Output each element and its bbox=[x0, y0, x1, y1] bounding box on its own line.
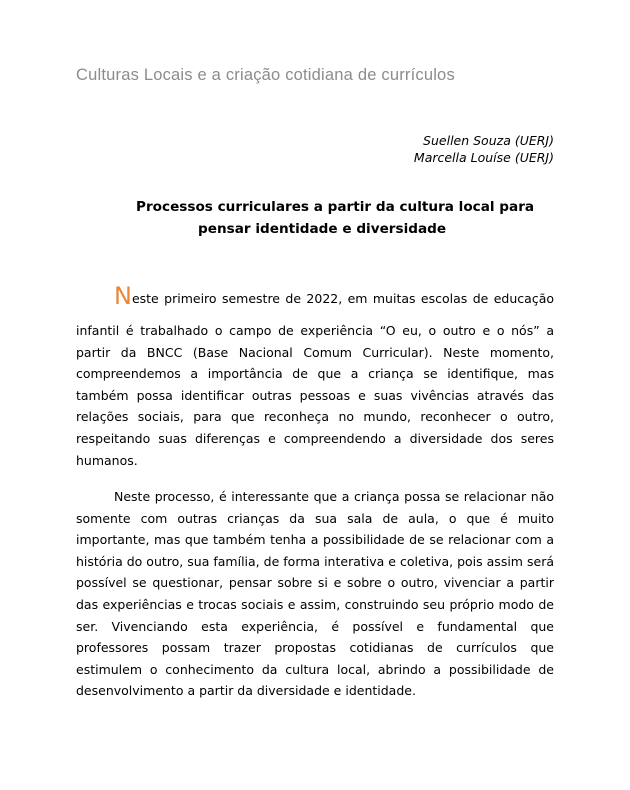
author-block bbox=[414, 132, 554, 166]
running-header: Culturas Locais e a criação cotidiana de currículos bbox=[76, 66, 455, 84]
article-title bbox=[76, 196, 554, 240]
paragraph-1 bbox=[76, 284, 554, 471]
author-name: Suellen Souza (UERJ) bbox=[423, 133, 554, 148]
paragraph-1-first-line-text: este primeiro semestre de 2022, em muitas escolas de educação bbox=[131, 291, 554, 306]
article-title-line: Processos curriculares a partir da cultura local para bbox=[136, 199, 535, 215]
paragraph-2: Neste processo, é interessante que a criança possa se relacionar não somente com outras crianças da sua sala de aula, o que é muito importante, mas que também tenha a possibilidade de se relacionar com a história do outro, sua família, de forma interativa e coletiva, pois assim será possível se questionar, pensar sobre si e sobre o outro, vivenciar a partir das experiências e trocas sociais e assim, construindo seu próprio modo de ser. Vivenciando esta experiência, é possível e fundamental que professores possam trazer propostas cotidianas de currículos que estimulem o conhecimento da cultura local, abrindo a possibilidade de desenvolvimento a partir da diversidade e identidade. bbox=[76, 489, 554, 699]
article-title-line: pensar identidade e diversidade bbox=[198, 221, 447, 237]
paragraph-1-first-line bbox=[76, 284, 554, 314]
drop-initial: N bbox=[114, 282, 132, 310]
paragraph-1-body: infantil é trabalhado o campo de experiência “O eu, o outro e o nós” a partir da BNCC (Base Nacional Comum Curricular). Neste momento, compreendemos a importância de que a criança se identifique, mas também possa identificar outras pessoas e suas vivências através das relações sociais, para que reconheça no mundo, reconhecer o outro, respeitando suas diferenças e compreendendo a diversidade dos seres humanos. bbox=[76, 323, 554, 468]
author-name: Marcella Louíse (UERJ) bbox=[413, 150, 554, 165]
